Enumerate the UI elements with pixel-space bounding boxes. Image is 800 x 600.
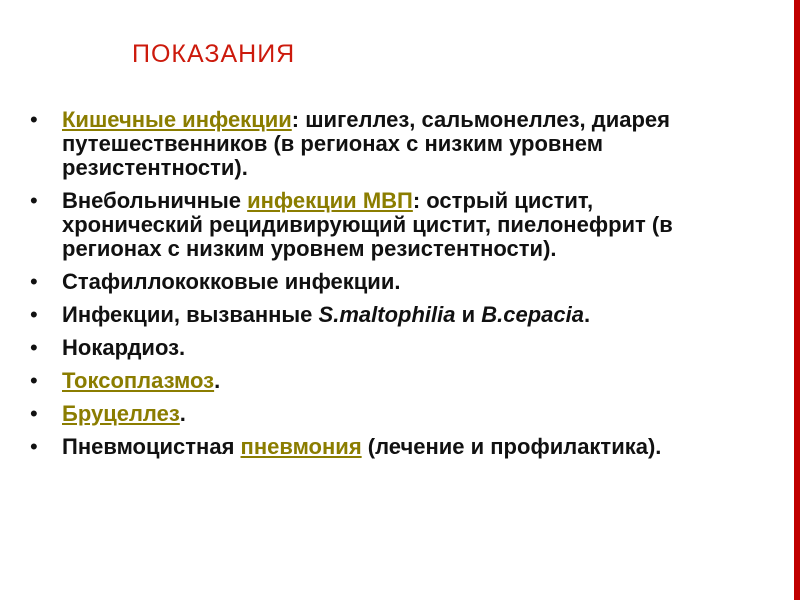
intestinal-infections-link[interactable]: Кишечные инфекции — [62, 107, 292, 132]
list-item-text: . — [214, 368, 221, 393]
list-item-text: Пневмоцистная — [62, 434, 241, 459]
list-item-text: (лечение и профилактика). — [361, 434, 662, 459]
list-item-text: : шигеллез, сальмонеллез, диарея путешественников (в регионах с низким уровнем резистентности). — [62, 107, 670, 180]
list-item-text: . — [583, 302, 591, 327]
list-item-text: Стафиллококковые инфекции. — [62, 269, 401, 294]
list-item-text: и — [455, 302, 482, 327]
list-item-maltophilia — [28, 303, 728, 327]
list-item-toxoplasmosis — [28, 369, 728, 393]
indications-list — [28, 108, 728, 468]
list-item-intestinal-infections — [28, 108, 728, 180]
list-item-brucellosis — [28, 402, 728, 426]
toxoplasmosis-link[interactable]: Токсоплазмоз — [62, 368, 215, 393]
list-item-text: : острый цистит, хронический рецидивирующий цистит, пиелонефрит (в регионах с низким уровнем резистентности). — [62, 188, 673, 261]
brucellosis-link[interactable]: Бруцеллез — [62, 401, 180, 426]
list-item-staph — [28, 270, 728, 294]
organism-name: B.cepacia — [481, 302, 584, 327]
organism-name: S.maltophilia — [318, 302, 456, 327]
list-item-nocardiosis — [28, 336, 728, 360]
accent-bar — [794, 0, 800, 600]
list-item-uti — [28, 189, 728, 261]
list-item-text: . — [179, 401, 186, 426]
list-item-text: Внебольничные — [62, 188, 248, 213]
list-item-pneumocystis — [28, 435, 728, 459]
slide-title: ПОКАЗАНИЯ — [132, 40, 296, 68]
list-item-text: Нокардиоз. — [62, 335, 186, 360]
list-item-text: Инфекции, вызванные — [62, 302, 319, 327]
pneumonia-link[interactable]: пневмония — [240, 434, 362, 459]
uti-link[interactable]: инфекции МВП — [247, 188, 413, 213]
